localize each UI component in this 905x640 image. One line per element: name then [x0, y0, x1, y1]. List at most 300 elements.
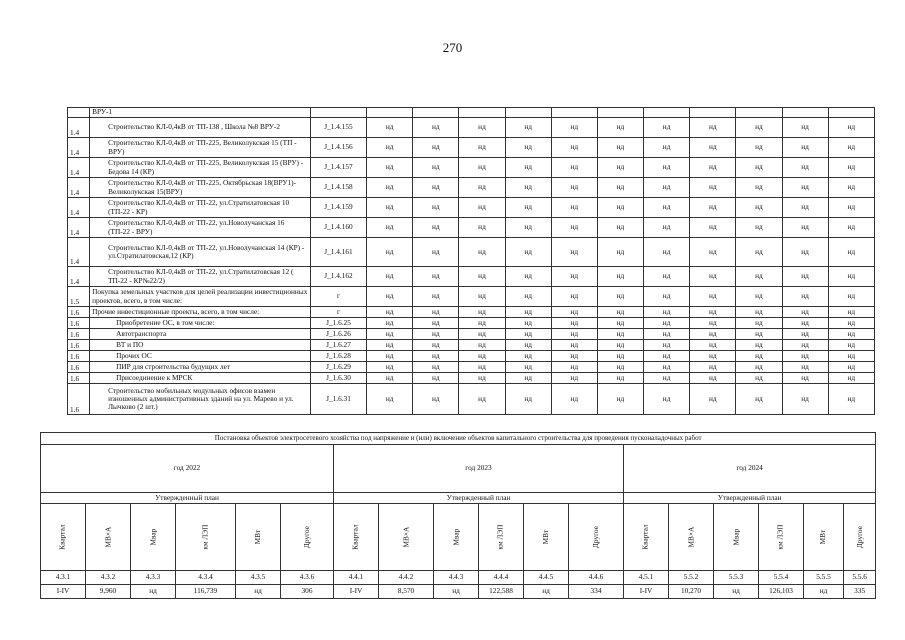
value-cell: нд: [782, 340, 828, 351]
value-cell: нд: [459, 138, 505, 158]
value-cell: нд: [551, 318, 597, 329]
value-cell: [644, 108, 690, 118]
value-cell: нд: [505, 373, 551, 384]
value-cell: нд: [459, 373, 505, 384]
value-cell: нд: [690, 351, 736, 362]
value-cell: нд: [828, 267, 874, 287]
column-header: [479, 504, 524, 571]
value-cell: нд: [551, 198, 597, 218]
value-cell: нд: [828, 362, 874, 373]
column-header: [86, 504, 131, 571]
row-number: 1.6: [68, 318, 90, 329]
project-code: J_1.6.27: [310, 340, 366, 351]
project-name: Строительство КЛ-0,4кВ от ТП-225, Великолукская 15 (ВРУ) - Бедова 14 (КР): [90, 158, 311, 178]
value-cell: нд: [459, 329, 505, 340]
row-number: 1.5: [68, 287, 90, 307]
column-code: 4.3.1: [41, 571, 86, 585]
value-cell: нд: [736, 287, 782, 307]
value-cell: нд: [367, 287, 413, 307]
row-number: 1.4: [68, 138, 90, 158]
value-cell: нд: [736, 351, 782, 362]
value-cell: [597, 108, 643, 118]
column-header-label: Мвар: [730, 528, 740, 546]
energization-table: [40, 432, 876, 599]
project-code: J_1.4.159: [310, 198, 366, 218]
column-code: 4.3.4: [176, 571, 236, 585]
value-cell: нд: [782, 267, 828, 287]
value-cell: 126,103: [759, 585, 804, 599]
column-code: 4.4.5: [524, 571, 569, 585]
value-cell: нд: [597, 267, 643, 287]
value-cell: нд: [782, 198, 828, 218]
project-code: J_1.4.158: [310, 178, 366, 198]
value-cell: нд: [505, 218, 551, 238]
value-cell: нд: [782, 238, 828, 267]
project-name: Строительство КЛ-0,4кВ от ТП-225, Октябрьская 18(ВРУ1)- Великолукская 15(ВРУ): [90, 178, 311, 198]
column-header: [176, 504, 236, 571]
column-code: 4.4.3: [434, 571, 479, 585]
row-number: 1.6: [68, 373, 90, 384]
value-cell: нд: [597, 307, 643, 318]
value-cell: нд: [736, 158, 782, 178]
column-code: 4.4.1: [334, 571, 379, 585]
column-header-label: Другое: [301, 526, 311, 548]
value-cell: нд: [782, 178, 828, 198]
table-title: Постановка объектов электросетевого хозяйства под напряжение и (или) включение объектов капитального строительства для проведения пусконаладочных работ: [41, 433, 876, 445]
project-code: [310, 108, 366, 118]
column-header: [714, 504, 759, 571]
value-cell: нд: [551, 158, 597, 178]
value-cell: нд: [782, 351, 828, 362]
project-code: J_1.4.155: [310, 118, 366, 138]
value-cell: 9,960: [86, 585, 131, 599]
value-cell: нд: [551, 362, 597, 373]
value-cell: нд: [413, 267, 459, 287]
value-cell: нд: [551, 238, 597, 267]
value-cell: нд: [597, 118, 643, 138]
value-cell: нд: [690, 384, 736, 415]
value-cell: нд: [690, 373, 736, 384]
column-header-label: км ЛЭП: [775, 524, 785, 550]
value-cell: нд: [524, 585, 569, 599]
value-cell: нд: [714, 585, 759, 599]
value-cell: нд: [459, 318, 505, 329]
value-cell: нд: [782, 373, 828, 384]
column-code: 5.5.6: [844, 571, 876, 585]
table-row: [68, 238, 875, 267]
value-cell: нд: [505, 267, 551, 287]
value-cell: нд: [644, 118, 690, 138]
value-cell: нд: [782, 384, 828, 415]
value-cell: [782, 108, 828, 118]
column-header: [759, 504, 804, 571]
value-cell: нд: [551, 178, 597, 198]
value-cell: нд: [690, 318, 736, 329]
column-header: [334, 504, 379, 571]
value-cell: нд: [413, 238, 459, 267]
plan-header: Утвержденный план: [624, 493, 876, 504]
value-cell: нд: [505, 118, 551, 138]
table-row: [68, 287, 875, 307]
value-cell: нд: [597, 238, 643, 267]
column-header-label: МВт: [818, 529, 828, 545]
table-row: [68, 108, 875, 118]
column-header: [41, 504, 86, 571]
row-number: 1.6: [68, 340, 90, 351]
column-code: 4.4.6: [569, 571, 624, 585]
project-code: J_1.4.160: [310, 218, 366, 238]
value-cell: нд: [413, 158, 459, 178]
project-code: J_1.6.31: [310, 384, 366, 415]
value-cell: нд: [459, 158, 505, 178]
value-cell: нд: [644, 267, 690, 287]
project-name: Строительство мобильных модульных офисов взамен изношенных административных зданий на ул. Марево и ул. Лычково (2 шт.): [90, 384, 311, 415]
value-cell: нд: [413, 373, 459, 384]
value-cell: I-IV: [624, 585, 669, 599]
value-cell: нд: [690, 340, 736, 351]
value-cell: нд: [597, 287, 643, 307]
value-cell: нд: [644, 329, 690, 340]
project-code: г: [310, 307, 366, 318]
row-number: 1.6: [68, 307, 90, 318]
value-cell: нд: [828, 138, 874, 158]
value-cell: нд: [551, 329, 597, 340]
value-cell: нд: [505, 238, 551, 267]
value-cell: нд: [459, 218, 505, 238]
project-name: ВТ и ПО: [90, 340, 311, 351]
column-header-label: Квартал: [57, 524, 67, 550]
column-header: [281, 504, 334, 571]
project-code: г: [310, 287, 366, 307]
value-cell: нд: [736, 267, 782, 287]
project-code: J_1.6.30: [310, 373, 366, 384]
value-cell: нд: [736, 373, 782, 384]
value-cell: нд: [597, 218, 643, 238]
value-cell: нд: [736, 138, 782, 158]
value-cell: нд: [367, 351, 413, 362]
value-cell: нд: [551, 287, 597, 307]
value-cell: нд: [413, 351, 459, 362]
value-cell: [690, 108, 736, 118]
value-cell: нд: [413, 318, 459, 329]
table-row: [68, 329, 875, 340]
project-name: Строительство КЛ-0,4кВ от ТП-22, ул.Новолучанская 14 (КР) - ул.Стратилатовская,12 (КР): [90, 238, 311, 267]
value-cell: нд: [413, 307, 459, 318]
project-code: J_1.4.162: [310, 267, 366, 287]
value-cell: нд: [367, 329, 413, 340]
year-header: год 2023: [334, 445, 624, 493]
value-cell: нд: [736, 384, 782, 415]
value-cell: нд: [782, 218, 828, 238]
value-cell: нд: [736, 340, 782, 351]
project-name: Покупка земельных участков для целей реализации инвестиционных проектов, всего, в том числе:: [90, 287, 311, 307]
column-header: [804, 504, 844, 571]
value-cell: [459, 108, 505, 118]
value-cell: нд: [459, 384, 505, 415]
value-cell: [736, 108, 782, 118]
table-row: [68, 373, 875, 384]
value-cell: нд: [505, 351, 551, 362]
project-name: Строительство КЛ-0,4кВ от ТП-22, ул.Стратилатовская 12 ( ТП-22 - КР№22/2): [90, 267, 311, 287]
value-cell: нд: [551, 267, 597, 287]
value-cell: нд: [828, 118, 874, 138]
project-name: Строительство КЛ-0,4кВ от ТП-225, Великолукская 15 (ТП - ВРУ): [90, 138, 311, 158]
value-cell: нд: [413, 118, 459, 138]
value-cell: нд: [505, 158, 551, 178]
column-header: [524, 504, 569, 571]
value-cell: нд: [782, 318, 828, 329]
column-code: 4.3.3: [131, 571, 176, 585]
column-header-label: км ЛЭП: [200, 524, 210, 550]
value-cell: нд: [459, 178, 505, 198]
column-header: [379, 504, 434, 571]
column-header-label: Мвар: [450, 528, 460, 546]
value-cell: нд: [131, 585, 176, 599]
value-cell: нд: [597, 178, 643, 198]
value-cell: нд: [828, 178, 874, 198]
project-code: J_1.6.26: [310, 329, 366, 340]
row-number: 1.6: [68, 384, 90, 415]
value-cell: нд: [551, 307, 597, 318]
value-cell: нд: [690, 329, 736, 340]
table-row: [68, 318, 875, 329]
value-cell: нд: [505, 198, 551, 218]
value-cell: нд: [690, 267, 736, 287]
table-row: [68, 218, 875, 238]
value-cell: нд: [367, 238, 413, 267]
value-cell: нд: [367, 158, 413, 178]
value-cell: нд: [644, 198, 690, 218]
value-cell: нд: [736, 329, 782, 340]
column-header: [569, 504, 624, 571]
year-header: год 2022: [41, 445, 334, 493]
year-header: год 2024: [624, 445, 876, 493]
value-cell: 122,588: [479, 585, 524, 599]
table-row: [68, 307, 875, 318]
table-row: [68, 178, 875, 198]
project-code: J_1.4.156: [310, 138, 366, 158]
row-number: 1.4: [68, 118, 90, 138]
value-cell: нд: [597, 158, 643, 178]
row-number: 1.4: [68, 178, 90, 198]
project-name: Приобретение ОС, в том числе:: [90, 318, 311, 329]
project-code: J_1.4.157: [310, 158, 366, 178]
value-cell: нд: [782, 329, 828, 340]
value-cell: нд: [505, 362, 551, 373]
column-code: 5.5.5: [804, 571, 844, 585]
value-cell: нд: [459, 340, 505, 351]
value-cell: нд: [736, 362, 782, 373]
project-name: Автотранспорта: [90, 329, 311, 340]
value-cell: нд: [551, 384, 597, 415]
value-cell: нд: [505, 340, 551, 351]
column-header-label: Другое: [590, 526, 600, 548]
value-cell: нд: [459, 307, 505, 318]
value-cell: нд: [551, 218, 597, 238]
value-cell: нд: [551, 138, 597, 158]
table-row: [68, 384, 875, 415]
column-header-label: Квартал: [640, 524, 650, 550]
value-cell: нд: [644, 138, 690, 158]
value-cell: нд: [597, 362, 643, 373]
value-cell: [413, 108, 459, 118]
project-name: Строительство КЛ-0,4кВ от ТП-138 , Школа №8 ВРУ-2: [90, 118, 311, 138]
value-cell: нд: [736, 238, 782, 267]
project-name: ВРУ-1: [90, 108, 311, 118]
row-number: 1.6: [68, 329, 90, 340]
project-name: Присоединение к МРСК: [90, 373, 311, 384]
value-cell: нд: [367, 178, 413, 198]
column-code: 4.3.6: [281, 571, 334, 585]
column-header-label: МВт: [540, 529, 550, 545]
value-cell: 10,270: [669, 585, 714, 599]
column-header-label: Другое: [854, 526, 864, 548]
value-cell: 116,739: [176, 585, 236, 599]
row-number: 1.6: [68, 362, 90, 373]
row-number: 1.4: [68, 238, 90, 267]
value-cell: нд: [434, 585, 479, 599]
value-cell: нд: [782, 118, 828, 138]
value-cell: нд: [828, 198, 874, 218]
value-cell: нд: [505, 178, 551, 198]
column-header-label: МВ×А: [400, 526, 410, 548]
column-code: 4.3.2: [86, 571, 131, 585]
value-cell: нд: [644, 362, 690, 373]
plan-header: Утвержденный план: [334, 493, 624, 504]
value-cell: нд: [367, 373, 413, 384]
value-cell: нд: [413, 198, 459, 218]
value-cell: нд: [828, 218, 874, 238]
value-cell: нд: [644, 373, 690, 384]
value-cell: нд: [597, 198, 643, 218]
value-cell: нд: [597, 329, 643, 340]
value-cell: нд: [597, 373, 643, 384]
value-cell: 306: [281, 585, 334, 599]
value-cell: нд: [690, 158, 736, 178]
value-cell: нд: [828, 158, 874, 178]
value-cell: нд: [413, 138, 459, 158]
value-cell: нд: [736, 218, 782, 238]
value-cell: нд: [690, 238, 736, 267]
value-cell: нд: [828, 351, 874, 362]
value-cell: нд: [597, 340, 643, 351]
project-name: Строительство КЛ-0,4кВ от ТП-22, ул.Стратилатовская 10 (ТП-22 - КР): [90, 198, 311, 218]
column-header: [624, 504, 669, 571]
page-number: 270: [442, 40, 463, 55]
value-cell: нд: [367, 267, 413, 287]
value-cell: нд: [828, 384, 874, 415]
table-row: [68, 158, 875, 178]
value-cell: нд: [459, 351, 505, 362]
column-code: 4.4.4: [479, 571, 524, 585]
value-cell: нд: [644, 351, 690, 362]
row-number: 1.4: [68, 158, 90, 178]
value-cell: нд: [644, 218, 690, 238]
value-cell: нд: [459, 287, 505, 307]
value-cell: нд: [828, 238, 874, 267]
value-cell: нд: [828, 318, 874, 329]
value-cell: нд: [367, 218, 413, 238]
value-cell: нд: [367, 340, 413, 351]
value-cell: нд: [413, 218, 459, 238]
row-number: 1.4: [68, 198, 90, 218]
value-cell: нд: [828, 307, 874, 318]
value-cell: нд: [505, 384, 551, 415]
value-cell: [828, 108, 874, 118]
value-cell: нд: [828, 287, 874, 307]
value-cell: нд: [690, 198, 736, 218]
row-number: 1.4: [68, 218, 90, 238]
column-code: 4.5.1: [624, 571, 669, 585]
value-cell: нд: [690, 362, 736, 373]
value-cell: нд: [551, 351, 597, 362]
value-cell: нд: [644, 287, 690, 307]
value-cell: нд: [413, 340, 459, 351]
column-header: [434, 504, 479, 571]
table-row: [68, 198, 875, 218]
value-cell: нд: [736, 307, 782, 318]
project-name: Строительство КЛ-0,4кВ от ТП-22, ул.Новолучанская 16 (ТП-22 - ВРУ): [90, 218, 311, 238]
value-cell: нд: [828, 373, 874, 384]
value-cell: нд: [690, 138, 736, 158]
project-code: J_1.6.29: [310, 362, 366, 373]
value-cell: нд: [690, 118, 736, 138]
value-cell: нд: [782, 362, 828, 373]
project-code: J_1.4.161: [310, 238, 366, 267]
column-code: 4.4.2: [379, 571, 434, 585]
column-header-label: км ЛЭП: [495, 524, 505, 550]
value-cell: нд: [736, 118, 782, 138]
project-code: J_1.6.25: [310, 318, 366, 329]
value-cell: нд: [367, 362, 413, 373]
value-cell: нд: [644, 307, 690, 318]
table-row: [68, 118, 875, 138]
value-cell: нд: [459, 238, 505, 267]
value-cell: нд: [782, 287, 828, 307]
value-cell: нд: [690, 307, 736, 318]
value-cell: нд: [551, 373, 597, 384]
value-cell: нд: [367, 318, 413, 329]
value-cell: нд: [367, 198, 413, 218]
value-cell: нд: [459, 362, 505, 373]
value-cell: нд: [597, 384, 643, 415]
value-cell: нд: [597, 351, 643, 362]
value-cell: нд: [644, 238, 690, 267]
value-cell: нд: [782, 138, 828, 158]
project-name: Прочих ОС: [90, 351, 311, 362]
value-cell: 8,570: [379, 585, 434, 599]
column-header: [669, 504, 714, 571]
value-cell: I-IV: [334, 585, 379, 599]
table-row: [68, 267, 875, 287]
row-number: [68, 108, 90, 118]
row-number: 1.4: [68, 267, 90, 287]
column-code: 5.5.2: [669, 571, 714, 585]
value-cell: нд: [413, 384, 459, 415]
project-name: ПИР для строительства будущих лет: [90, 362, 311, 373]
value-cell: нд: [413, 329, 459, 340]
investment-projects-table: [67, 107, 875, 415]
value-cell: нд: [644, 340, 690, 351]
value-cell: нд: [597, 138, 643, 158]
project-name: Прочие инвестиционные проекты, всего, в том числе:: [90, 307, 311, 318]
value-cell: нд: [551, 340, 597, 351]
column-code: 5.5.3: [714, 571, 759, 585]
column-code: 4.3.5: [236, 571, 281, 585]
value-cell: нд: [413, 178, 459, 198]
value-cell: I-IV: [41, 585, 86, 599]
row-number: 1.6: [68, 351, 90, 362]
